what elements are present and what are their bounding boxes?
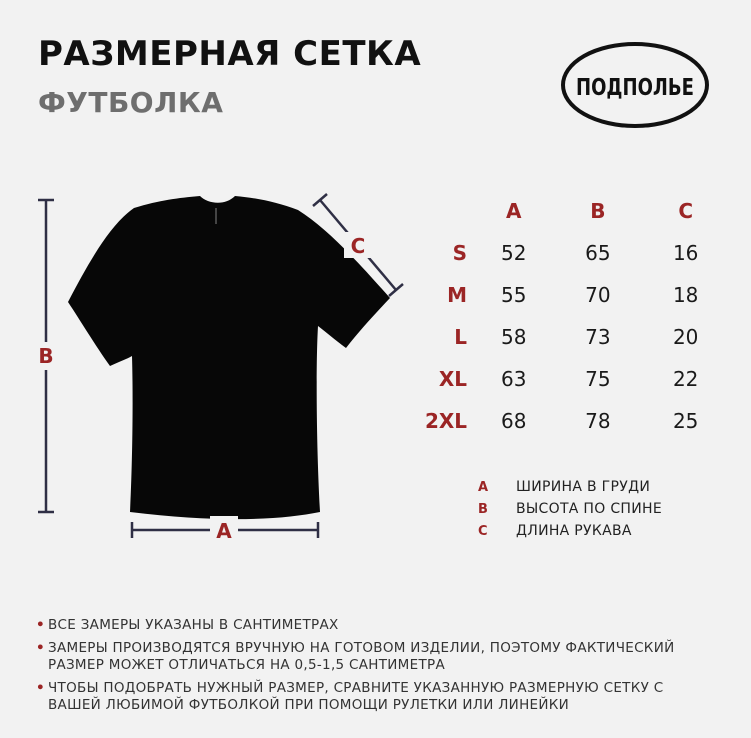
legend-key: C <box>478 523 488 539</box>
tshirt-diagram <box>30 190 410 550</box>
page-subtitle: ФУТБОЛКА <box>38 86 224 119</box>
value-c: 25 <box>672 409 699 433</box>
value-b: 70 <box>585 283 611 307</box>
value-a: 68 <box>501 409 527 433</box>
note-item <box>36 640 721 674</box>
notes-list <box>36 617 721 720</box>
size-label: L <box>454 325 468 349</box>
value-b: 73 <box>585 325 611 349</box>
note-item <box>36 680 721 714</box>
value-c: 22 <box>672 367 699 391</box>
dimension-a-label: A <box>216 519 232 543</box>
legend-label: ШИРИНА В ГРУДИ <box>516 479 651 495</box>
legend-item <box>478 476 662 498</box>
size-table <box>420 190 730 442</box>
bullet-icon: • <box>36 680 45 696</box>
brand-logo <box>560 40 710 130</box>
size-label: M <box>447 283 468 307</box>
table-row <box>420 274 730 316</box>
measurement-legend <box>478 476 662 542</box>
value-b: 75 <box>585 367 611 391</box>
tshirt-silhouette <box>68 196 390 519</box>
note-text: ВСЕ ЗАМЕРЫ УКАЗАНЫ В САНТИМЕТРАХ <box>48 617 339 633</box>
size-label: S <box>452 241 468 265</box>
legend-label: ВЫСОТА ПО СПИНЕ <box>516 501 662 517</box>
legend-label: ДЛИНА РУКАВА <box>516 523 632 539</box>
value-c: 16 <box>672 241 699 265</box>
value-b: 65 <box>585 241 611 265</box>
table-row <box>420 400 730 442</box>
dimension-b-label: B <box>38 344 54 368</box>
table-header-c: C <box>678 199 693 223</box>
page-title: РАЗМЕРНАЯ СЕТКА <box>38 34 422 74</box>
table-header-a: A <box>506 199 522 223</box>
size-label: XL <box>438 367 468 391</box>
bullet-icon: • <box>36 640 45 656</box>
bullet-icon: • <box>36 617 45 633</box>
value-a: 52 <box>501 241 527 265</box>
legend-item <box>478 498 662 520</box>
table-row <box>420 358 730 400</box>
value-a: 63 <box>501 367 527 391</box>
note-text: ЗАМЕРЫ ПРОИЗВОДЯТСЯ ВРУЧНУЮ НА ГОТОВОМ ИЗДЕЛИИ, ПОЭТОМУ ФАКТИЧЕСКИЙ РАЗМЕР МОЖЕТ ОТЛИЧАТЬСЯ НА 0,5-1,5 САНТИМЕТРА <box>48 640 675 673</box>
value-a: 58 <box>501 325 527 349</box>
legend-key: A <box>478 479 489 495</box>
value-b: 78 <box>585 409 611 433</box>
legend-key: B <box>478 501 488 517</box>
note-item <box>36 617 721 634</box>
value-c: 18 <box>672 283 699 307</box>
table-row <box>420 232 730 274</box>
table-header-row <box>420 190 730 232</box>
value-a: 55 <box>501 283 527 307</box>
table-row <box>420 316 730 358</box>
legend-item <box>478 520 662 542</box>
value-c: 20 <box>672 325 699 349</box>
dimension-c-label: C <box>350 234 366 258</box>
table-header-b: B <box>590 199 606 223</box>
note-text: ЧТОБЫ ПОДОБРАТЬ НУЖНЫЙ РАЗМЕР, СРАВНИТЕ УКАЗАННУЮ РАЗМЕРНУЮ СЕТКУ С ВАШЕЙ ЛЮБИМОЙ ФУТБОЛКОЙ ПРИ ПОМОЩИ РУЛЕТКИ ИЛИ ЛИНЕЙКИ <box>48 680 664 713</box>
logo-text: ПОДПОЛЬЕ <box>576 75 694 101</box>
size-label: 2XL <box>424 409 468 433</box>
